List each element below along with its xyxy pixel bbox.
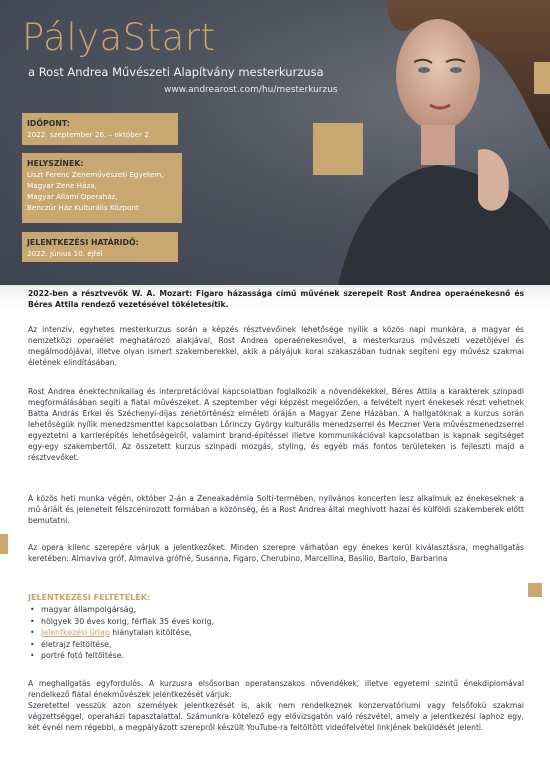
accent-square	[0, 534, 8, 554]
page-title: PályaStart	[22, 16, 216, 59]
venue-item: Magyar Állami Operaház,	[27, 192, 118, 201]
venue-item: Benczúr Ház Kulturális Központ	[27, 203, 139, 212]
preselection-paragraph: Szeretettel vesszük azon személyek jelentkezését is, akik nem rendelkeznek konzervatóriumi vagy felsőfokú szakmai végzettséggel, operaházi tapasztalattal. Számunkra kötelező egy elővizsgatón való részvétel, amely a jelentkezési laphoz egy, két évnél nem régebbi, a megpályázott szerepről készült YouTube-ra feltöltött videófelvétel linkjének beküldését jelenti.	[28, 701, 524, 732]
venues-label: HELYSZÍNEK:	[27, 159, 84, 168]
date-label: IDŐPONT:	[27, 119, 70, 128]
list-item: • portré fotó feltöltése.	[30, 650, 214, 662]
intro-paragraph: Az intenzív, egyhetes mesterkurzus során a képzés résztvevőinek lehetősége nyílik a közös napi munkára, a magyar és nemzetközi operaélet meghatározó alakjával, Rost Andrea operaénekesnővel, a mesterkurzus művészeti vezetőjével és megálmodójával, illetve olyan ismert szakemberekkel, akik a pályájuk korai szakaszában tudnak segíteni egy művész szakmai életének elindításában.	[28, 325, 524, 367]
audition-paragraph: A meghallgatás egyfordulós. A kurzusra elsősorban operatanszakos növendékek, illetve egyetemi szintű énekdiplomával rendelkező fiatal énekművészek jelentkezését várjuk.	[28, 679, 524, 699]
deadline-value: 2022. június 10. éjfél	[27, 249, 103, 258]
concert-paragraph: A közös heti munka végén, október 2-án a Zeneakadémia Solti-termében, nyilvános koncerten lesz alkalmuk az énekeseknek a mű áriáit és jeleneteit félszcenirozott formában a közönség, és a Rost Andrea által meghívott hazai és külföldi szakemberek előtt bemutatni.	[28, 494, 524, 525]
lead-paragraph: 2022-ben a résztvevők W. A. Mozart: Figaro házassága című művének szerepeit Rost Andrea operaénekesnő és Béres Attila rendező vezetésével tökéletesítik.	[28, 289, 524, 309]
application-form-link[interactable]: Jelentkezési űrlap	[41, 628, 110, 637]
list-item: • életrajz feltöltése,	[30, 639, 214, 651]
program-paragraph: Rost Andrea énektechnikailag és interpretációval kapcsolatban foglalkozik a növendékekkel, Béres Attila a karakterek színpadi megformálásában segíti a fiatal művészeket. A szeptember végi képzést megelőzően, a felvételt nyert énekesek részt vehetnek Batta András Erkel és Széchenyi-díjas zenetörténész elméleti óráján a Magyar Zene Házában. A hallgatóknak a kurzus során lehetőségük nyílik menedzsmenttel kapcsolatban Lőrinczy György kulturális menedzserrel és Meczner Vera művészmenedzserrel egyeztetni a karrierépítés lehetőségeiről, valamint brand-építéssel illetve kommunikációval kapcsolatban is kapnak segítséget egy-egy szakembertől. Az összetett kurzus színpadi mozgás, styling, és egyéb más fontos területeken is fejleszti majd a résztvevőket.	[28, 387, 524, 462]
accent-square	[534, 62, 550, 94]
list-item: • magyar állampolgárság,	[30, 604, 214, 616]
date-value: 2022. szeptember 26. – október 2.	[27, 130, 152, 139]
list-item: • Jelentkezési űrlap hiánytalan kitöltése,	[30, 627, 214, 639]
deadline-box	[22, 232, 178, 262]
list-item: • hölgyek 30 éves korig, férfiak 35 éves korig,	[30, 616, 214, 628]
requirements-list	[30, 604, 214, 662]
date-box	[22, 113, 178, 145]
requirements-heading: JELENTKEZÉSI FELTÉTELEK:	[28, 593, 151, 602]
venue-item: Liszt Ferenc Zeneművészeti Egyetem,	[27, 170, 164, 179]
website-link[interactable]: www.andrearost.com/hu/mesterkurzus	[164, 85, 338, 95]
roles-paragraph: Az opera kilenc szerepére várjuk a jelentkezőket. Minden szerepre várhatóan egy énekes kerül kiválasztásra, meghallgatás keretében: Almaviva gróf, Almaviva grófné, Susanna, Figaro, Cherubino, Marcellina, Basilio, Bartolo, Barbarina	[28, 543, 524, 563]
page-subtitle: a Rost Andrea Művészeti Alapítvány mesterkurzusa	[28, 65, 324, 79]
deadline-label: JELENTKEZÉSI HATÁRIDŐ:	[27, 238, 139, 247]
accent-square	[313, 123, 363, 175]
venues-box	[22, 153, 182, 223]
accent-square	[528, 583, 542, 597]
venue-item: Magyar Zene Háza,	[27, 181, 97, 190]
